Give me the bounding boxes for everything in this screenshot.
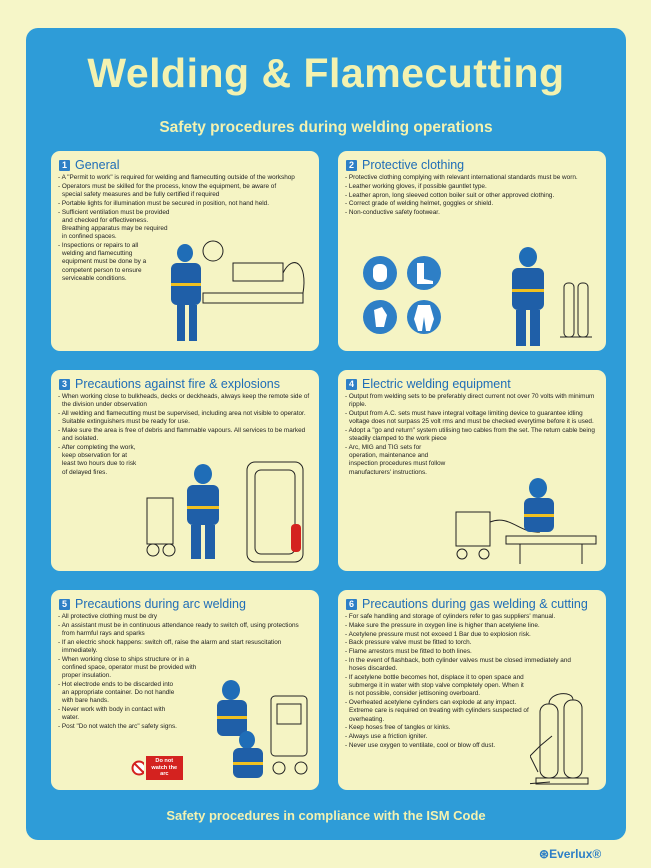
arc-welding-illustration — [201, 676, 313, 788]
registered-mark-icon: ® — [592, 847, 602, 861]
panel-general — [51, 151, 319, 351]
list-item: - Non-conductive safety footwear. — [344, 209, 599, 217]
section-title: Precautions during gas welding & cutting — [362, 597, 588, 611]
list-item: - All protective clothing must be dry — [57, 613, 310, 621]
section-number: 5 — [59, 599, 70, 610]
section-number: 2 — [346, 160, 357, 171]
list-item: - Flame arrestors must be fitted to both lines. — [344, 648, 594, 656]
panel-protective-clothing — [338, 151, 606, 351]
poster-title: Welding & Flamecutting — [87, 50, 565, 96]
section-title: Precautions during arc welding — [75, 597, 246, 611]
panel-header — [59, 158, 119, 172]
list-item: - Overheated acetylene cylinders can explode at any impact. Extreme care is required on treating with cylinders suspected of overheating. — [344, 699, 529, 724]
list-item: - Keep hoses free of tangles or kinks. — [344, 724, 529, 732]
list-item: - All welding and flamecutting must be supervised, including area not visible to operator. Suitable extinguishers must be ready for use. — [57, 410, 310, 426]
list-item: - Hot electrode ends to be discarded into an appropriate container. Do not handle with bare hands. — [57, 681, 180, 706]
panel-header — [346, 158, 464, 172]
list-item: - When working close to ships structure or in a confined space, operator must be provided with proper insulation. — [57, 656, 202, 681]
list-item: - Correct grade of welding helmet, goggles or shield. — [344, 200, 599, 208]
list-item: - Make sure the area is free of debris and flammable vapours. All services to be marked and isolated. — [57, 427, 310, 443]
list-item: - Back pressure valve must be fitted to torch. — [344, 639, 594, 647]
poster-footer: Safety procedures in compliance with the ISM Code — [166, 808, 486, 823]
protective-clothing-illustration — [490, 243, 600, 349]
poster — [26, 28, 626, 840]
item-list — [344, 174, 599, 218]
list-item: - After completing the work, keep observation for at least two hours due to risk of delayed fires. — [57, 444, 140, 477]
brand-logo — [539, 847, 601, 861]
list-item: - Leather working gloves, if possible gauntlet type. — [344, 183, 599, 191]
list-item: - Always use a friction igniter. — [344, 733, 529, 741]
panel-arc-welding — [51, 590, 319, 790]
list-item: - Never use oxygen to ventilate, cool or blow off dust. — [344, 742, 539, 750]
section-number: 1 — [59, 160, 70, 171]
sign-text: Do not watch the arc — [146, 756, 183, 779]
welder-workshop-illustration — [163, 233, 313, 349]
item-list — [344, 393, 599, 477]
prohibition-icon — [131, 760, 144, 776]
list-item: - Output from A.C. sets must have integral voltage limiting device to guarantee idling voltage does not surpass 25 volt rms and must be checked everytime before it is used. — [344, 410, 599, 426]
fire-watch-illustration — [143, 458, 313, 568]
list-item: - In the event of flashback, both cylinder valves must be closed immediately and hoses discarded. — [344, 657, 589, 673]
section-title: Protective clothing — [362, 158, 465, 172]
list-item: - Output from welding sets to be preferably direct current not over 70 volts with minimum ripple. — [344, 393, 599, 409]
list-item: - A "Permit to work" is required for welding and flamecutting outside of the workshop — [57, 174, 297, 182]
list-item: - Sufficient ventilation must be provided and checked for effectiveness. Breathing apparatus may be required in confined spaces. — [57, 209, 174, 242]
panel-fire-explosions — [51, 370, 319, 571]
panel-header — [346, 377, 511, 391]
section-number: 3 — [59, 379, 70, 390]
section-title: Electric welding equipment — [362, 377, 511, 391]
electric-welding-illustration — [450, 474, 600, 568]
panel-header — [346, 597, 588, 611]
section-title: General — [75, 158, 120, 172]
ppe-icons — [362, 255, 442, 335]
section-title: Precautions against fire & explosions — [75, 377, 280, 391]
do-not-watch-arc-sign — [131, 756, 183, 780]
section-number: 6 — [346, 599, 357, 610]
poster-subtitle: Safety procedures during welding operations — [159, 119, 493, 136]
brand-name: Everlux — [549, 847, 593, 861]
list-item: - Leather apron, long sleeved cotton boiler suit or other approved clothing. — [344, 192, 599, 200]
list-item: - Never work with body in contact with water. — [57, 706, 180, 722]
panel-header — [59, 377, 280, 391]
gas-cylinders-illustration — [530, 686, 602, 790]
list-item: - Make sure the pressure in oxygen line is higher than acetylene line. — [344, 622, 594, 630]
section-number: 4 — [346, 379, 357, 390]
list-item: - Post "Do not watch the arc" safety signs. — [57, 723, 212, 731]
list-item: - An assistant must be in continuous attendance ready to switch off, using protections from harmful rays and sparks — [57, 622, 310, 638]
panel-gas-welding — [338, 590, 606, 790]
fire-extinguisher-icon — [291, 524, 301, 552]
list-item: - Operators must be skilled for the process, know the equipment, be aware of special safety measures and be fully certified if required — [57, 183, 297, 199]
list-item: - If acetylene bottle becomes hot, displace it to open space and submerge it in water with stop valve completely open. When it is not possible, consider jettisoning overboard. — [344, 674, 529, 699]
list-item: - Protective clothing complying with relevant international standards must be worn. — [344, 174, 599, 182]
list-item: - Inspections or repairs to all welding and flamecutting equipment must be done by a competent person to ensure serviceable conditions. — [57, 242, 160, 283]
panel-electric-welding — [338, 370, 606, 571]
panel-header — [59, 597, 246, 611]
list-item: - For safe handling and storage of cylinders refer to gas suppliers' manual. — [344, 613, 594, 621]
list-item: - When working close to bulkheads, decks or deckheads, always keep the remote side of the division under observation — [57, 393, 310, 409]
list-item: - Portable lights for illumination must be secured in position, not hand held. — [57, 200, 297, 208]
list-item: - If an electric shock happens: switch off, raise the alarm and start resuscitation immediately. — [57, 639, 310, 655]
everlux-logo-icon: ⊛ — [539, 847, 550, 861]
list-item: - Acetylene pressure must not exceed 1 Bar due to explosion risk. — [344, 631, 594, 639]
list-item: - Adopt a "go and return" system utilising two cables from the set. The return cable being steadily clamped to the work piece — [344, 427, 599, 443]
list-item: - Arc, MIG and TIG sets for operation, maintenance and inspection procedures must follow manufacturers' instructions. — [344, 444, 447, 477]
